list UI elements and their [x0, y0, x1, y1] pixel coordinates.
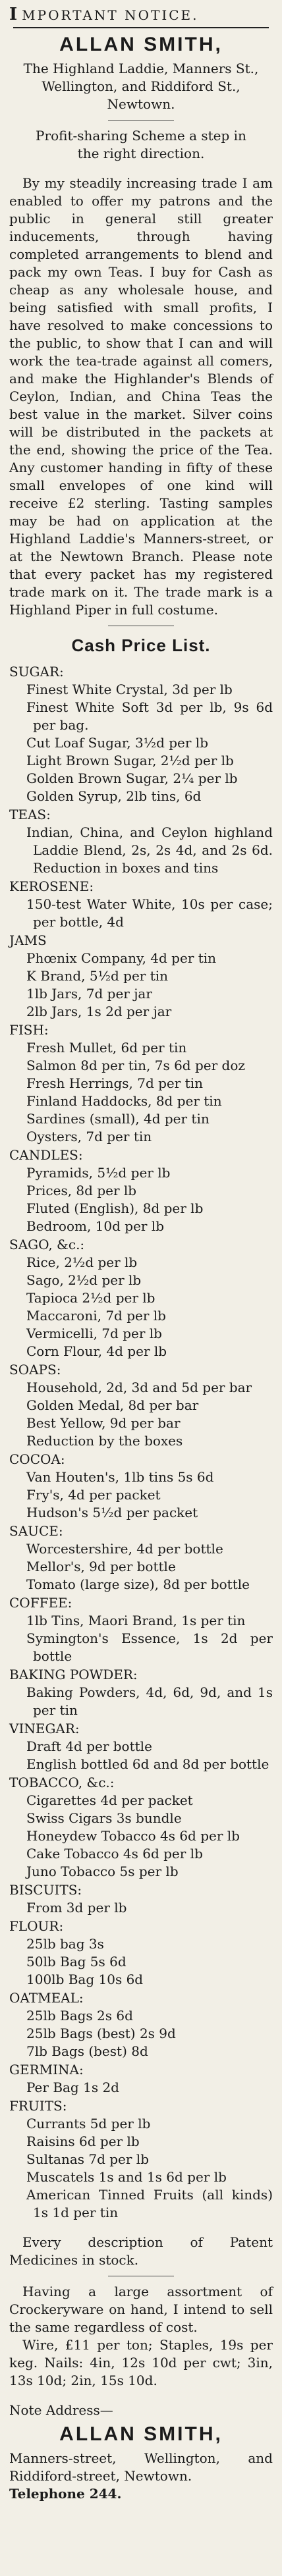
price-item: Corn Flour, 4d per lb — [26, 1343, 167, 1359]
price-item: Per Bag 1s 2d — [26, 2080, 119, 2095]
note-address-label: Note Address— — [9, 2402, 113, 2418]
price-category: VINEGAR: — [9, 1721, 80, 1736]
price-category: COCOA: — [9, 1451, 65, 1467]
price-section — [9, 1146, 273, 1235]
price-item: Currants 5d per lb — [26, 2116, 151, 2132]
price-item: K Brand, 5½d per tin — [26, 968, 169, 984]
price-item: Prices, 8d per lb — [26, 1183, 137, 1198]
price-item: Hudson's 5½d per packet — [26, 1505, 198, 1520]
price-item: 2lb Jars, 1s 2d per jar — [26, 1004, 172, 1019]
price-item: Symington's Essence, 1s 2d per bottle — [26, 1630, 273, 1664]
intro-title-line: the right direction. — [77, 146, 205, 161]
price-item: American Tinned Fruits (all kinds) 1s 1d per tin — [26, 2187, 273, 2220]
price-item: Golden Medal, 8d per bar — [26, 1397, 199, 1413]
price-item: Vermicelli, 7d per lb — [26, 1326, 162, 1341]
footer-address: Manners-street, Wellington, and Riddiford-street, Newtown. — [9, 2450, 273, 2484]
price-item: Van Houten's, 1lb tins 5s 6d — [26, 1469, 214, 1485]
telephone: Telephone 244. — [9, 2486, 122, 2502]
price-section — [9, 1360, 273, 1450]
price-item: Light Brown Sugar, 2½d per lb — [26, 753, 234, 768]
price-item: Golden Brown Sugar, 2¼ per lb — [26, 770, 238, 786]
price-category: FLOUR: — [9, 1918, 64, 1934]
price-item: 25lb bag 3s — [26, 1936, 104, 1952]
price-category: TEAS: — [9, 807, 51, 822]
price-list — [9, 662, 273, 2222]
price-section — [9, 1021, 273, 1146]
price-category: COFFEE: — [9, 1595, 72, 1611]
price-list-title: Cash Price List. — [71, 635, 211, 655]
price-section — [9, 2060, 273, 2097]
notice-heading — [9, 5, 273, 24]
price-section — [9, 1719, 273, 1773]
price-item: Household, 2d, 3d and 5d per bar — [26, 1380, 252, 1395]
price-section — [9, 662, 273, 805]
address-line: Wellington, and Riddiford St., — [42, 78, 240, 94]
address-block — [9, 60, 273, 113]
address-line: The Highland Laddie, Manners St., — [23, 61, 259, 76]
heading-rule — [13, 27, 269, 28]
price-item: Finest White Soft 3d per lb, 9s 6d per bag. — [26, 699, 273, 733]
price-category: SAGO, &c.: — [9, 1237, 85, 1252]
price-item: Raisins 6d per lb — [26, 2133, 140, 2149]
price-item: Maccaroni, 7d per lb — [26, 1308, 166, 1324]
price-item: 1lb Jars, 7d per jar — [26, 986, 152, 1002]
price-category: FRUITS: — [9, 2098, 67, 2114]
price-category: SAUCE: — [9, 1523, 63, 1539]
price-category: SOAPS: — [9, 1362, 61, 1378]
price-item: Reduction by the boxes — [26, 1433, 183, 1449]
price-item: Indian, China, and Ceylon highland Laddie Blend, 2s, 2s 4d, and 2s 6d. Reduction in boxes and tins — [26, 824, 273, 876]
price-item: Tomato (large size), 8d per bottle — [26, 1576, 250, 1592]
advertiser-name: ALLAN SMITH, — [59, 34, 223, 55]
price-category: TOBACCO, &c.: — [9, 1775, 115, 1790]
price-category: CANDLES: — [9, 1147, 83, 1163]
price-item: Cut Loaf Sugar, 3½d per lb — [26, 735, 208, 751]
price-item: Baking Powders, 4d, 6d, 9d, and 1s per tin — [26, 1684, 273, 1718]
price-item: Finest White Crystal, 3d per lb — [26, 682, 233, 697]
price-item: 100lb Bag 10s 6d — [26, 1972, 144, 1987]
price-category: SUGAR: — [9, 664, 64, 680]
price-section — [9, 805, 273, 877]
price-item: From 3d per lb — [26, 1900, 127, 1916]
price-item: Sardines (small), 4d per tin — [26, 1111, 210, 1127]
price-category: BAKING POWDER: — [9, 1667, 138, 1682]
wire-notice: Wire, £11 per ton; Staples, 19s per keg. Nails: 4in, 12s 10d per cwt; 3in, 13s 10d; 2in, 15s 10d. — [9, 2337, 273, 2388]
price-category: JAMS — [9, 932, 47, 948]
price-item: Bedroom, 10d per lb — [26, 1218, 165, 1234]
price-item: Draft 4d per bottle — [26, 1738, 152, 1754]
price-category: GERMINA: — [9, 2062, 84, 2078]
price-item: English bottled 6d and 8d per bottle — [26, 1756, 269, 1772]
price-item: Sago, 2½d per lb — [26, 1272, 142, 1288]
price-section — [9, 1450, 273, 1522]
intro-title — [9, 127, 273, 163]
price-section — [9, 1594, 273, 1665]
price-item: 25lb Bags 2s 6d — [26, 2008, 133, 2024]
price-category: FISH: — [9, 1022, 49, 1038]
price-item: Sultanas 7d per lb — [26, 2151, 150, 2167]
divider — [108, 120, 174, 121]
price-item: Fry's, 4d per packet — [26, 1487, 161, 1503]
price-category: OATMEAL: — [9, 1990, 84, 2006]
price-section — [9, 1235, 273, 1360]
price-section — [9, 1989, 273, 2060]
price-item: Salmon 8d per tin, 7s 6d per doz — [26, 1058, 245, 1073]
price-item: Fresh Herrings, 7d per tin — [26, 1075, 203, 1091]
price-item: Muscatels 1s and 1s 6d per lb — [26, 2169, 227, 2185]
price-item: 7lb Bags (best) 8d — [26, 2043, 148, 2059]
price-section — [9, 1881, 273, 1917]
price-item: Worcestershire, 4d per bottle — [26, 1541, 223, 1557]
price-item: Cake Tobacco 4s 6d per lb — [26, 1846, 203, 1862]
price-item: Finland Haddocks, 8d per tin — [26, 1093, 222, 1109]
price-item: Pyramids, 5½d per lb — [26, 1165, 171, 1181]
intro-title-line: Profit-sharing Scheme a step in — [36, 128, 246, 144]
price-item: Oysters, 7d per tin — [26, 1129, 152, 1144]
price-section — [9, 1773, 273, 1881]
price-category: KEROSENE: — [9, 878, 94, 894]
price-item: 50lb Bag 5s 6d — [26, 1954, 127, 1970]
price-section — [9, 931, 273, 1021]
price-item: Fresh Mullet, 6d per tin — [26, 1040, 187, 1056]
price-item: Honeydew Tobacco 4s 6d per lb — [26, 1828, 240, 1844]
price-section — [9, 1522, 273, 1594]
price-item: Juno Tobacco 5s per lb — [26, 1864, 179, 1879]
intro-body: By my steadily increasing trade I am enabled to offer my patrons and the public in general still greater inducements, through having completed arrangements to blend and pack my own Teas. I buy for Cash as cheap as any wholesale house, and being satisfied with small profits, I have resolved to make concessions to the public, to show that I can and will work the tea-trade against all comers, and make the Highlander's Blends of Ceylon, Indian, and China Teas the best value in the market. Silver coins will be distributed in the packets at the end, showing the price of the Tea. Any customer handing in fifty of these small envelopes of one kind will receive £2 sterling. Tasting samples may be had on application at the Highland Laddie's Manners-street, or at the Newtown Branch. Please note that every packet has my registered trade mark on it. The trade mark is a Highland Piper in full costume. — [9, 175, 273, 618]
price-item: Rice, 2½d per lb — [26, 1254, 138, 1270]
price-item: Golden Syrup, 2lb tins, 6d — [26, 788, 202, 804]
price-item: Best Yellow, 9d per bar — [26, 1415, 181, 1431]
price-item: Tapioca 2½d per lb — [26, 1290, 155, 1306]
price-section — [9, 2097, 273, 2222]
price-item: Cigarettes 4d per packet — [26, 1792, 193, 1808]
price-section — [9, 1917, 273, 1989]
crockery-notice: Having a large assortment of Crockeryware on hand, I intend to sell the same regardless of cost. — [9, 2284, 273, 2335]
price-category: BISCUITS: — [9, 1882, 82, 1898]
notice-heading-text: MPORTANT NOTICE. — [22, 7, 199, 23]
price-item: Swiss Cigars 3s bundle — [26, 1810, 182, 1826]
address-line: Newtown. — [107, 96, 175, 112]
price-item: 150-test Water White, 10s per case; per bottle, 4d — [26, 896, 273, 930]
price-section — [9, 877, 273, 931]
medicines-notice: Every description of Patent Medicines in stock. — [9, 2234, 273, 2268]
price-item: Mellor's, 9d per bottle — [26, 1559, 176, 1574]
price-item: 25lb Bags (best) 2s 9d — [26, 2026, 176, 2041]
price-item: Phœnix Company, 4d per tin — [26, 950, 217, 966]
price-item: Fluted (English), 8d per lb — [26, 1200, 204, 1216]
footer-name: ALLAN SMITH, — [59, 2423, 223, 2445]
price-section — [9, 1665, 273, 1719]
price-item: 1lb Tins, Maori Brand, 1s per tin — [26, 1613, 246, 1628]
notice-dropcap: I — [9, 5, 20, 24]
